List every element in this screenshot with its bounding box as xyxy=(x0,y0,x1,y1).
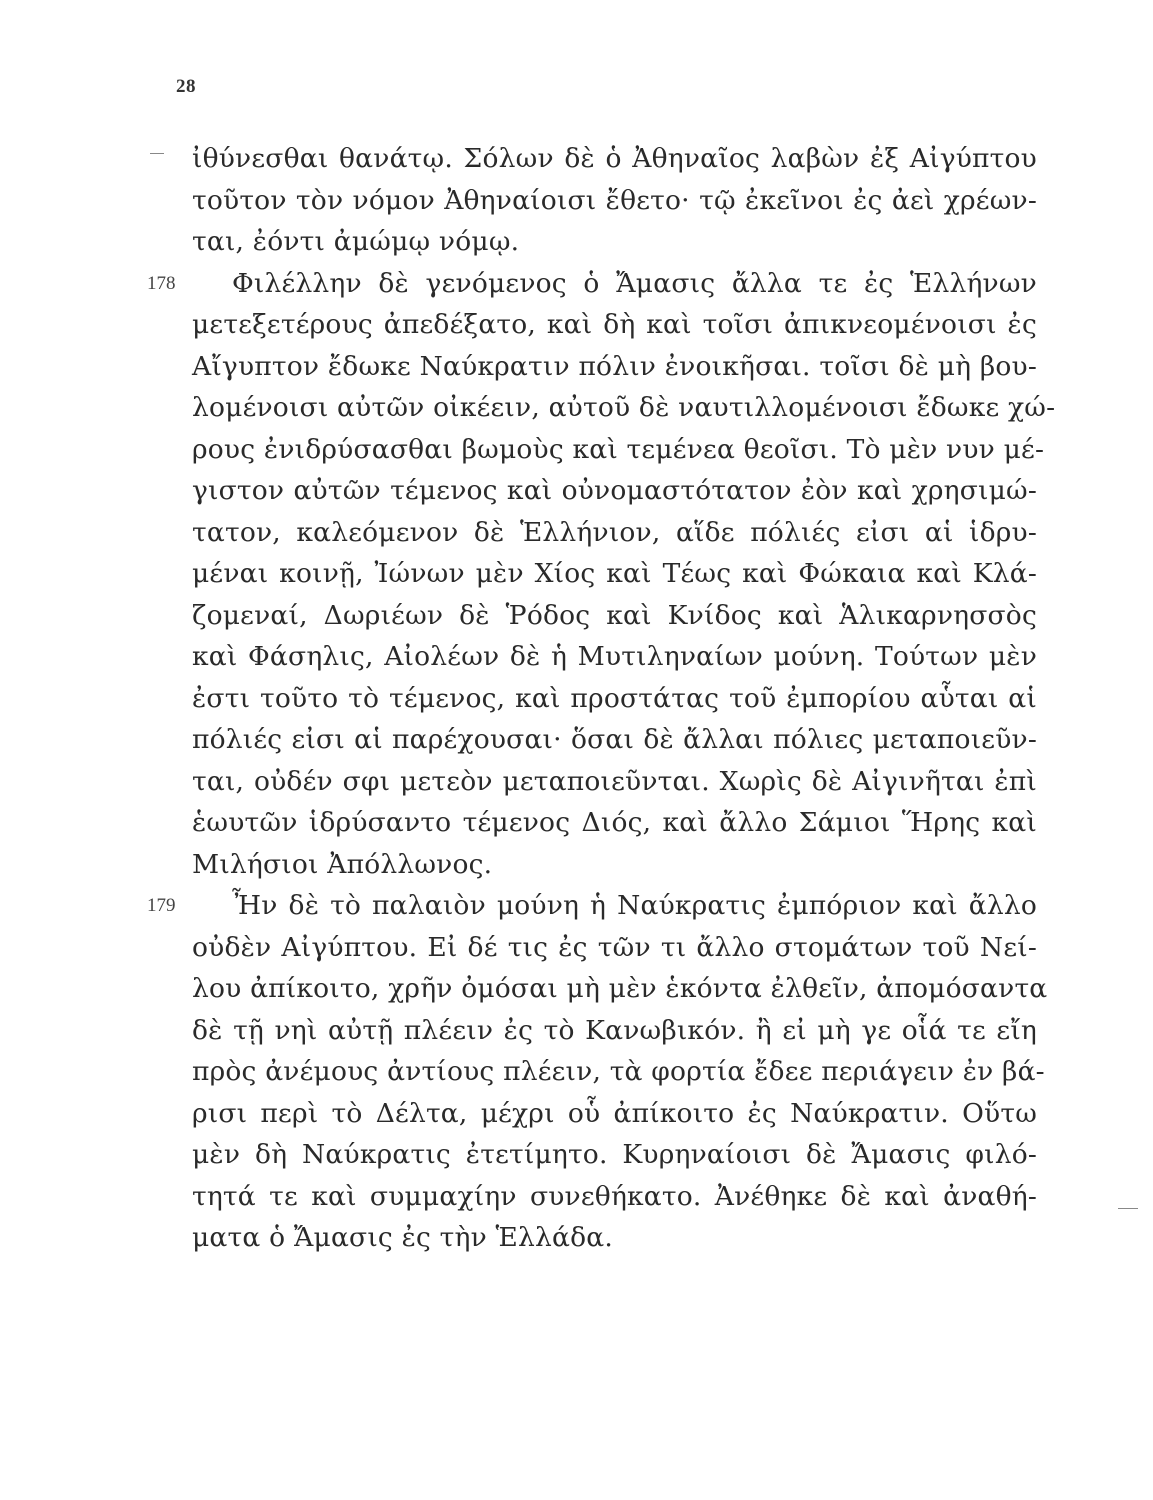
text-line: τατον, καλεόμενον δὲ Ἑλλήνιον, αἵδε πόλιές εἰσι αἱ ἱδρυ- xyxy=(192,516,1037,548)
text-line: λου ἀπίκοιτο, χρῆν ὀμόσαι μὴ μὲν ἑκόντα ἐλθεῖν, ἀπομόσαντα xyxy=(192,973,1048,1004)
text-line: ἰθύνεσθαι θανάτῳ. Σόλων δὲ ὁ Ἀθηναῖος λαβὼν ἐξ Αἰγύπτου xyxy=(192,143,1037,174)
text-line: ἑωυτῶν ἱδρύσαντο τέμενος Διός, καὶ ἄλλο Σάμιοι Ἥρης καὶ xyxy=(192,807,1037,838)
text-line: πόλιές εἰσι αἱ παρέχουσαι· ὅσαι δὲ ἄλλαι πόλιες μεταποιεῦν- xyxy=(192,724,1037,755)
text-line: μέναι κοινῇ, Ἰώνων μὲν Χίος καὶ Τέως καὶ Φώκαια καὶ Κλά- xyxy=(192,558,1037,589)
page-number: 28 xyxy=(176,76,196,97)
text-line: ματα ὁ Ἄμασις ἐς τὴν Ἑλλάδα. xyxy=(192,1222,613,1253)
text-line: ται, ἐόντι ἀμώμῳ νόμῳ. xyxy=(192,226,520,257)
text-line: οὐδὲν Αἰγύπτου. Εἰ δέ τις ἐς τῶν τι ἄλλο στομάτων τοῦ Νεί- xyxy=(192,931,1037,963)
text-line: ἐστι τοῦτο τὸ τέμενος, καὶ προστάτας τοῦ ἐμπορίου αὗται αἱ xyxy=(192,682,1037,714)
text-line: καὶ Φάσηλις, Αἰολέων δὲ ἡ Μυτιληναίων μούνη. Τούτων μὲν xyxy=(192,641,1037,672)
text-line: τητά τε καὶ συμμαχίην συνεθήκατο. Ἀνέθηκε δὲ καὶ ἀναθή- xyxy=(192,1180,1037,1212)
text-line: δὲ τῇ νηὶ αὐτῇ πλέειν ἐς τὸ Κανωβικόν. ἢ εἰ μὴ γε οἷά τε εἴη xyxy=(192,1014,1037,1046)
text-line: μετεξετέρους ἀπεδέξατο, καὶ δὴ καὶ τοῖσι ἀπικνεομένοισι ἐς xyxy=(192,309,1037,340)
text-line: ται, οὐδέν σφι μετεὸν μεταποιεῦνται. Χωρὶς δὲ Αἰγινῆται ἐπὶ xyxy=(192,765,1037,797)
text-line: πρὸς ἀνέμους ἀντίους πλέειν, τὰ φορτία ἔδεε περιάγειν ἐν βά- xyxy=(192,1056,1045,1087)
section-number: 178 xyxy=(147,272,176,294)
main-text xyxy=(147,138,1056,1259)
text-line: Μιλήσιοι Ἀπόλλωνος. xyxy=(192,848,493,880)
text-line: λομένοισι αὐτῶν οἰκέειν, αὐτοῦ δὲ ναυτιλλομένοισι ἔδωκε χώ- xyxy=(192,392,1056,423)
margin-mark-right xyxy=(1118,1208,1138,1209)
text-line: μὲν δὴ Ναύκρατις ἐτετίμητο. Κυρηναίοισι δὲ Ἄμασις φιλό- xyxy=(192,1139,1037,1170)
text-line: τοῦτον τὸν νόμον Ἀθηναίοισι ἔθετο· τῷ ἐκεῖνοι ἐς ἀεὶ χρέων- xyxy=(192,184,1037,216)
text-line: ρισι περὶ τὸ Δέλτα, μέχρι οὗ ἀπίκοιτο ἐς Ναύκρατιν. Οὕτω xyxy=(192,1097,1037,1129)
text-line: ζομεναί, Δωριέων δὲ Ῥόδος καὶ Κνίδος καὶ Ἁλικαρνησσὸς xyxy=(192,599,1037,631)
margin-mark-left xyxy=(150,153,164,154)
text-line: Ἦν δὲ τὸ παλαιὸν μούνη ἡ Ναύκρατις ἐμπόριον καὶ ἄλλο xyxy=(232,890,1037,921)
section-number: 179 xyxy=(147,895,176,916)
text-line: γιστον αὐτῶν τέμενος καὶ οὐνομαστότατον ἐὸν καὶ χρησιμώ- xyxy=(192,475,1037,506)
text-line: Φιλέλλην δὲ γενόμενος ὁ Ἄμασις ἄλλα τε ἐς Ἑλλήνων xyxy=(232,267,1037,299)
text-line: ρους ἐνιδρύσασθαι βωμοὺς καὶ τεμένεα θεοῖσι. Τὸ μὲν νυν μέ- xyxy=(192,433,1045,465)
text-line: Αἴγυπτον ἔδωκε Ναύκρατιν πόλιν ἐνοικῆσαι. τοῖσι δὲ μὴ βου- xyxy=(192,350,1037,382)
